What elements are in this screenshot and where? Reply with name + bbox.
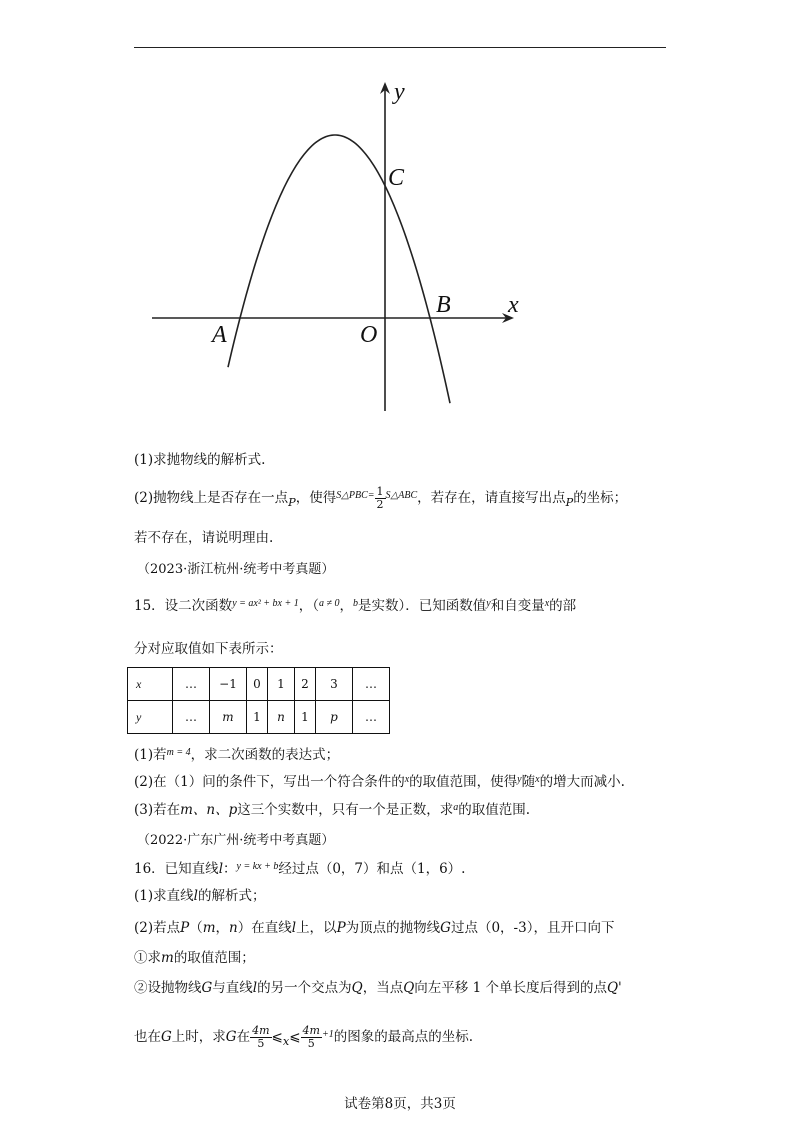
q15-intro-cont: 分对应取值如下表所示： [134, 641, 283, 657]
fraction-4m-5-second: $\frac{4m}{5}$ [302, 1024, 320, 1051]
q15-part3: (3)若在m、n、p这三个实数中，只有一个是正数，求$^a$的取值范围. [134, 802, 531, 818]
table-cell: … [173, 701, 210, 734]
point-a-label: A [212, 322, 227, 348]
value-table [127, 667, 390, 734]
fraction-half: $\frac{1}{2}$ [376, 485, 384, 512]
parabola-graph [150, 75, 530, 420]
point-c-label: C [388, 165, 405, 191]
table-cell: y [128, 701, 173, 734]
table-row-x [128, 668, 390, 701]
q16-source: （2022·广东广州·统考中考真题） [137, 833, 335, 848]
area-pbc: S△PBC [336, 490, 368, 502]
q15-source: （2023·浙江杭州·统考中考真题） [137, 562, 335, 577]
area-abc: S△ABC [385, 490, 418, 502]
y-axis-label: y [394, 79, 405, 105]
table-cell: 2 [295, 668, 316, 701]
point-b-label: B [436, 292, 451, 318]
table-cell: … [173, 668, 210, 701]
table-cell: … [353, 701, 390, 734]
table-cell: 3 [316, 668, 353, 701]
q16-intro: 16．已知直线l：$^{y = kx + b}$经过点（0，7）和点（1，6）. [134, 861, 466, 877]
q16-sub2: ②设抛物线G与直线l的另一个交点为Q，当点Q向左平移 1 个单长度后得到的点Q' [134, 980, 622, 996]
page-footer: 试卷第8页，共3页 [344, 1096, 456, 1112]
table-row-y [128, 701, 390, 734]
table-cell: n [268, 701, 295, 734]
table-cell: … [353, 668, 390, 701]
origin-label: O [360, 322, 378, 348]
q14-part2-cont: 若不存在，请说明理由. [134, 530, 274, 546]
q15-part1: (1)若$^{m = 4}$，求二次函数的表达式； [134, 747, 340, 763]
table-cell: x [128, 668, 173, 701]
header-rule [134, 47, 666, 48]
q14-part1: (1)求抛物线的解析式. [134, 452, 266, 468]
q15-part2: (2)在（1）问的条件下，写出一个符合条件的$^x$的取值范围，使得$^y$随$^x$的增大而减小. [134, 774, 625, 790]
table-cell: 1 [268, 668, 295, 701]
table-cell: 0 [247, 668, 268, 701]
table-cell: 1 [247, 701, 268, 734]
fraction-4m-5: $\frac{4m}{5}$ [252, 1024, 270, 1051]
parabola-curve [228, 135, 450, 403]
q16-last: 也在G上时，求G在 $\frac{4m}{5}$ $⩽_x⩽$ $\frac{4m}{5}$ $^{+1}$的图象的最高点的坐标. [134, 1024, 473, 1051]
x-axis-label: x [508, 292, 519, 318]
q14-part2: (2)抛物线上是否存在一点$_P$，使得$^{S\triangle PBC=}$ $\frac{1}{2}$ $^{S\triangle ABC}$，若存在，请直接写出点$_P$的坐标； [134, 485, 628, 512]
table-cell: 1 [295, 701, 316, 734]
table-cell: m [210, 701, 247, 734]
q16-part2: (2)若点P（m，n）在直线l上，以P为顶点的抛物线G过点（0，-3），且开口向下 [134, 920, 615, 936]
q16-part1: (1)求直线l的解析式； [134, 888, 266, 904]
table-cell: p [316, 701, 353, 734]
q15-intro: 15．设二次函数$^{y = ax^2 + bx + 1}$，（$^{a \ne 0}$，$^b$是实数）．已知函数值$^y$和自变量$^x$的部 [134, 598, 577, 614]
q16-sub1: ①求m的取值范围； [134, 950, 255, 966]
q15-function: y = ax² + bx + 1 [232, 598, 299, 609]
table-cell: −1 [210, 668, 247, 701]
